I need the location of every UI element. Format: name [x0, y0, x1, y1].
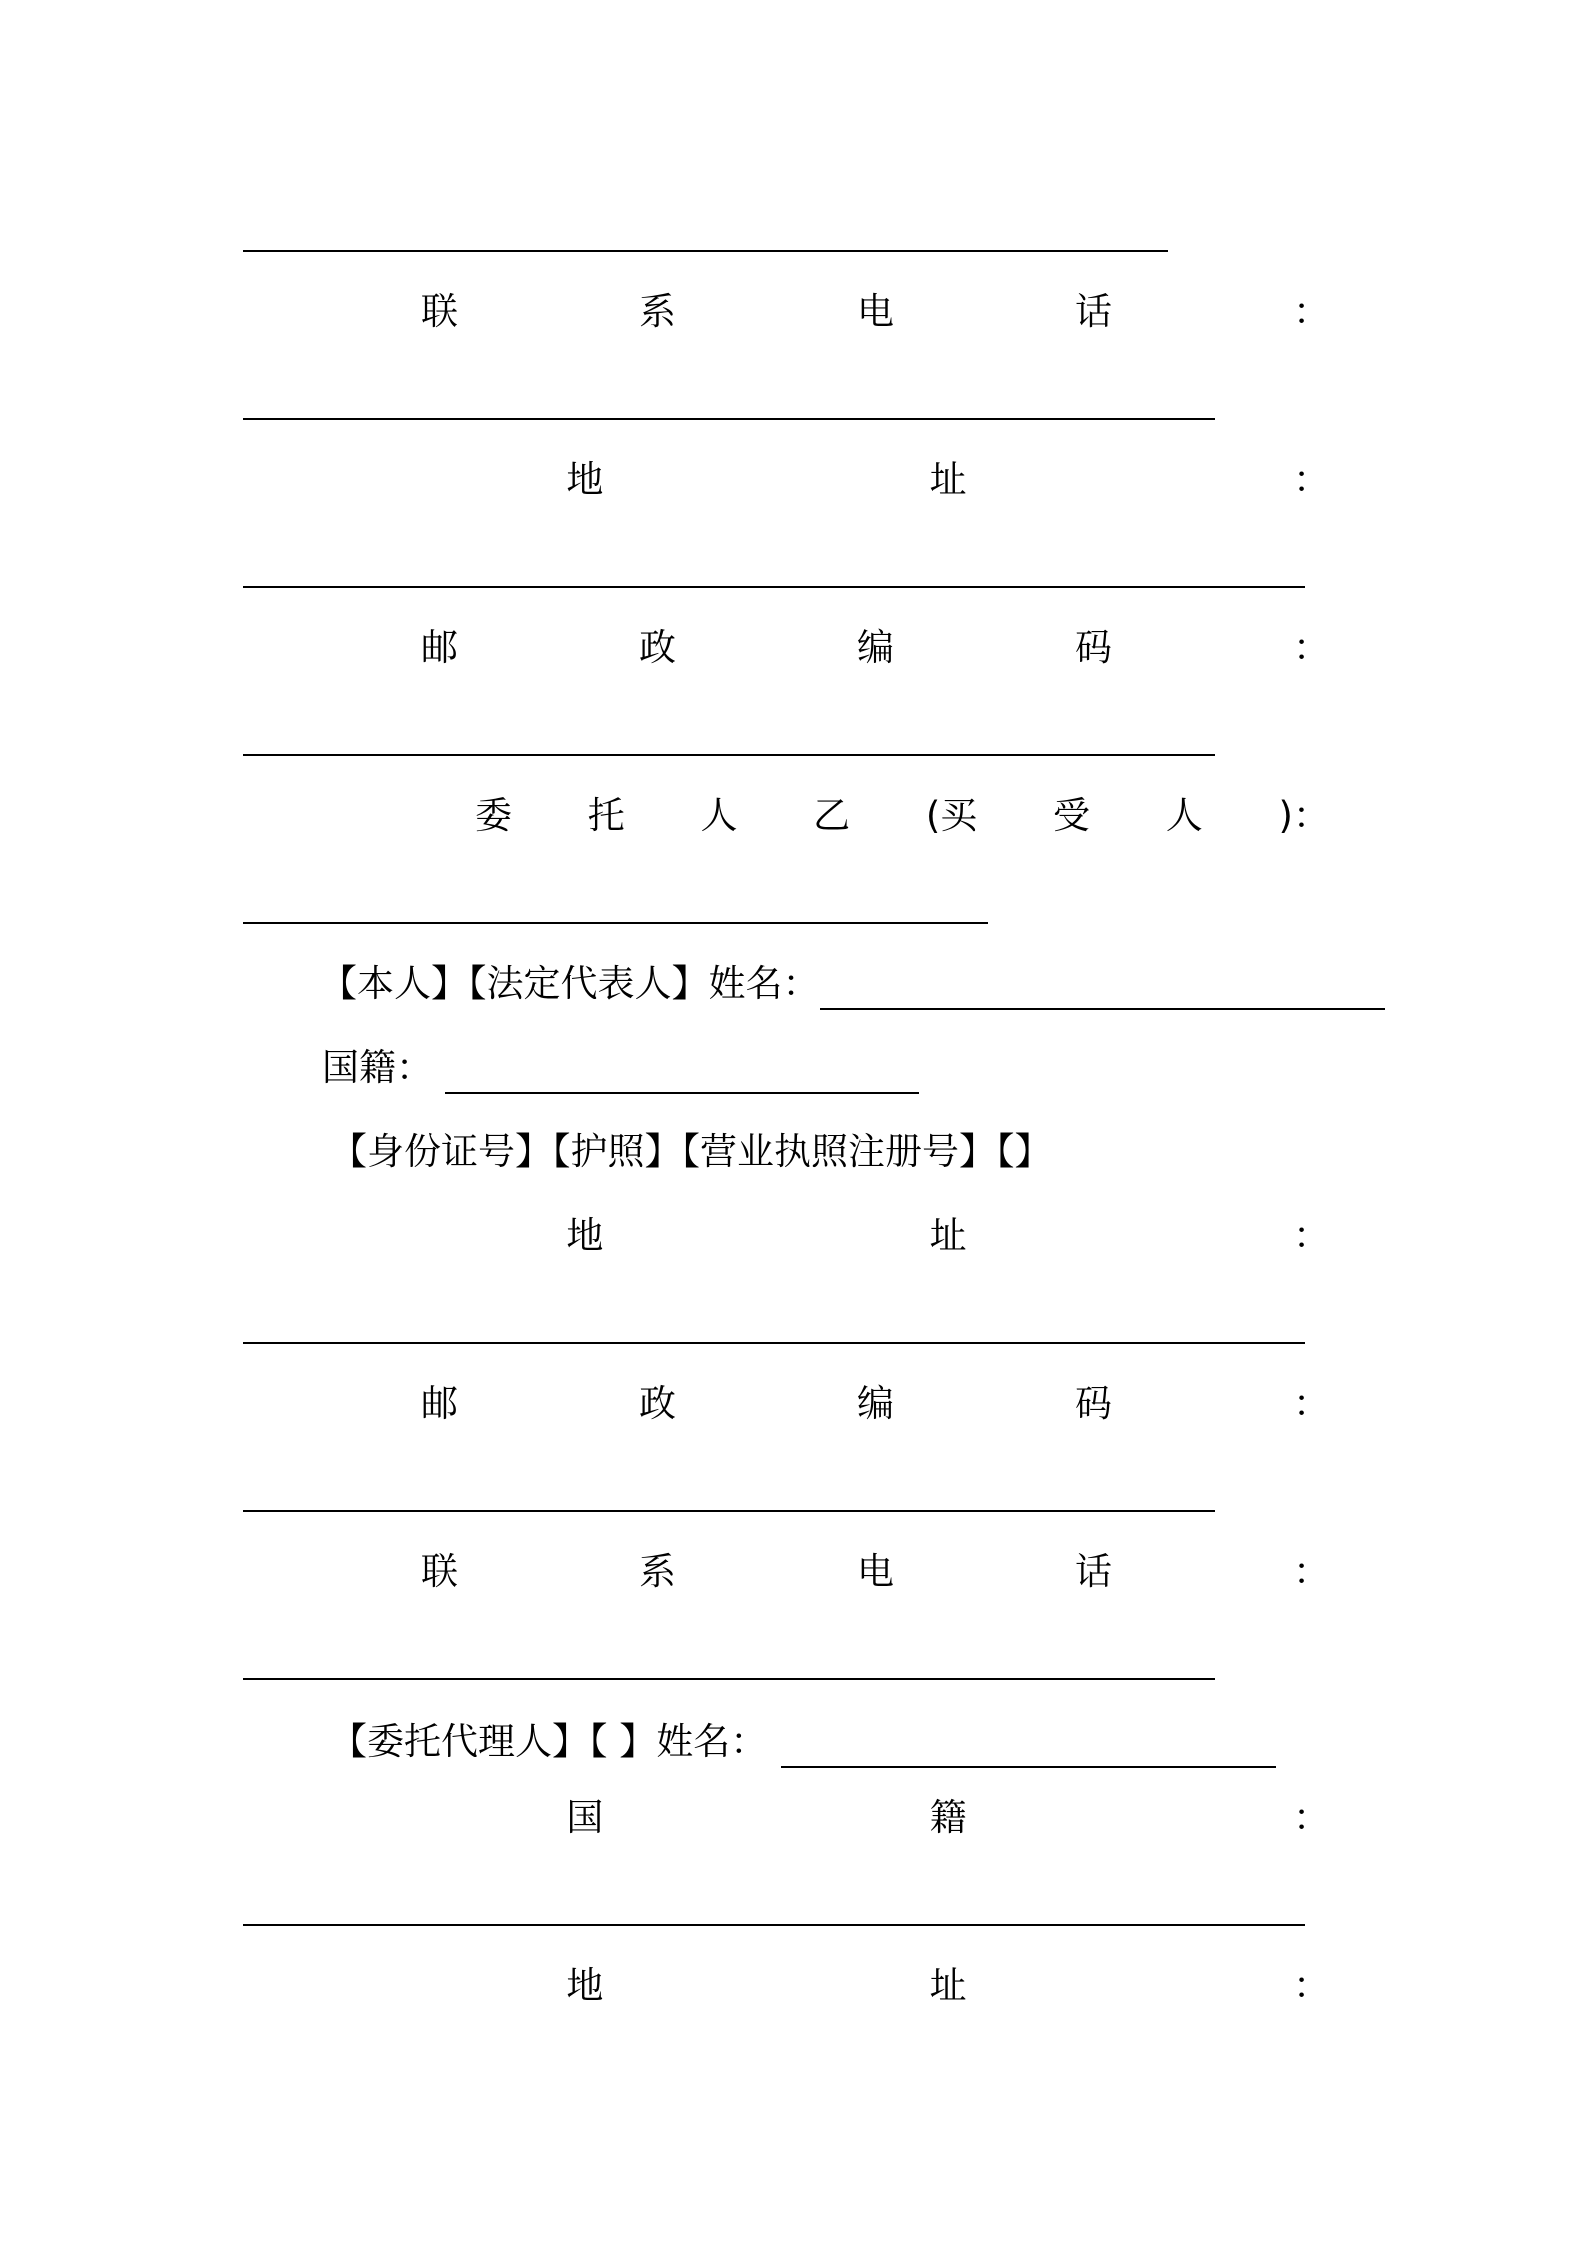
buyer-heading-blank [243, 922, 988, 924]
buyer-address-label: 地 址 ： [566, 1214, 1330, 1257]
agent-name-field [330, 1716, 1276, 1768]
seller-postcode-blank [243, 754, 1215, 756]
buyer-id-label: 【身份证号】【护照】【营业执照注册号】【】 [330, 1130, 1052, 1173]
seller-address-label: 地 址 ： [566, 458, 1330, 501]
buyer-heading: 委 托 人 乙 (买 受 人 )： [475, 794, 1330, 837]
buyer-postcode-label: 邮 政 编 码 ： [421, 1382, 1330, 1425]
agent-name-label: 【委托代理人】【 】姓名： [330, 1720, 768, 1763]
seller-address-blank [243, 586, 1305, 588]
buyer-nationality-label: 国籍： [322, 1046, 433, 1089]
agent-name-blank [781, 1730, 1276, 1768]
agent-address-label: 地 址 ： [566, 1964, 1330, 2007]
agent-nationality-label: 国 籍 ： [566, 1796, 1330, 1839]
buyer-nationality-field [322, 1042, 919, 1094]
buyer-name-field [320, 958, 1385, 1010]
seller-phone-blank [243, 418, 1215, 420]
buyer-id-field [330, 1126, 1052, 1178]
agent-nationality-blank [243, 1924, 1305, 1926]
buyer-address-blank [243, 1342, 1305, 1344]
seller-postcode-label: 邮 政 编 码 ： [421, 626, 1330, 669]
seller-phone-label: 联 系 电 话 ： [421, 290, 1330, 333]
blank-line [243, 250, 1168, 252]
buyer-name-label: 【本人】【法定代表人】姓名： [320, 962, 820, 1005]
buyer-postcode-blank [243, 1510, 1215, 1512]
buyer-nationality-blank [445, 1056, 919, 1094]
buyer-phone-label: 联 系 电 话 ： [421, 1550, 1330, 1593]
buyer-name-blank [820, 972, 1385, 1010]
buyer-phone-blank [243, 1678, 1215, 1680]
